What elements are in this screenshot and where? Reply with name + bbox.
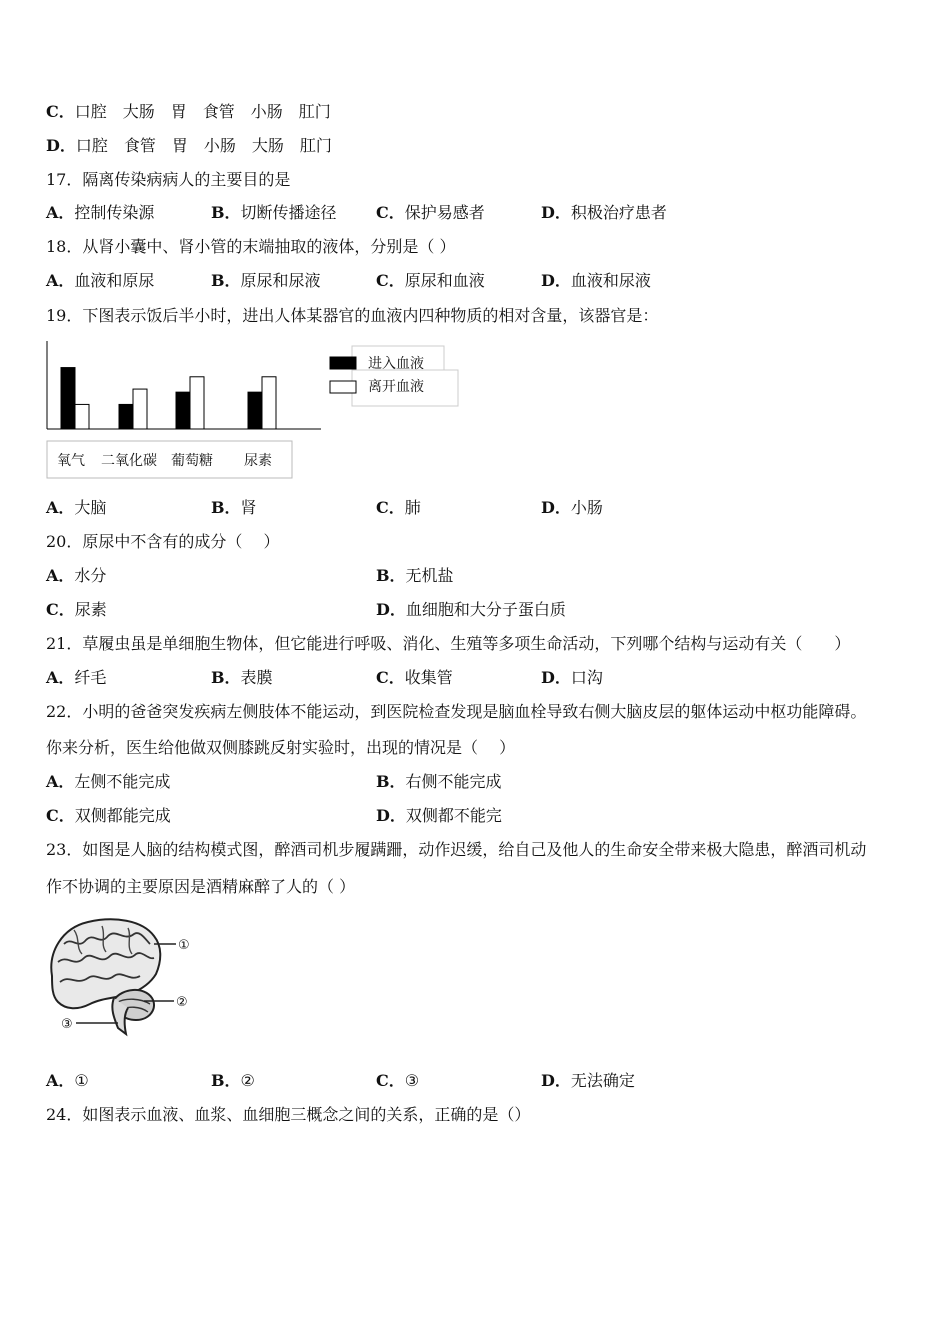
q19-bar-chart — [44, 338, 464, 483]
q17-option-a — [46, 202, 154, 224]
brain-diagram — [44, 914, 204, 1044]
category-label: 葡萄糖 — [171, 453, 213, 469]
q20-option-c — [46, 599, 107, 621]
option-text: 原尿和尿液 — [240, 271, 321, 290]
q23-option-d — [541, 1070, 635, 1092]
q21-option-d — [541, 667, 603, 689]
label-1: ① — [178, 938, 190, 953]
q23-stem-line2: 作不协调的主要原因是酒精麻醉了人的（ ） — [46, 877, 356, 896]
q20-option-d — [376, 599, 566, 621]
option-letter: A． — [46, 1071, 75, 1090]
option-text: 血液和尿液 — [570, 271, 651, 290]
q19-option-a — [46, 497, 106, 519]
bar-in-1 — [119, 404, 133, 429]
bar-out-1 — [133, 389, 147, 429]
option-letter: A． — [46, 498, 75, 517]
option-text: 收集管 — [404, 668, 453, 687]
option-text: ① — [74, 1071, 89, 1090]
bar-out-3 — [262, 377, 276, 429]
option-letter: D． — [541, 203, 571, 222]
option-letter: C． — [46, 600, 75, 619]
option-letter: B． — [211, 271, 241, 290]
option-letter: D． — [541, 498, 571, 517]
option-letter: B． — [211, 1071, 241, 1090]
option-text: 原尿和血液 — [404, 271, 485, 290]
q21-option-a — [46, 667, 106, 689]
q19-stem: 19．下图表示饭后半小时，进出人体某器官的血液内四种物质的相对含量，该器官是： — [46, 306, 659, 325]
option-text: 无机盐 — [405, 566, 454, 585]
legend-label-in: 进入血液 — [368, 356, 424, 372]
option-letter: B． — [211, 203, 241, 222]
option-text: 大脑 — [74, 498, 107, 517]
option-letter: B． — [376, 566, 406, 585]
label-3: ③ — [61, 1017, 73, 1032]
q17-option-d — [541, 202, 667, 224]
legend-label-out: 离开血液 — [368, 379, 424, 395]
q22-option-c — [46, 805, 171, 827]
q23-option-c — [376, 1070, 419, 1092]
q19-option-d — [541, 497, 603, 519]
bar-in-0 — [61, 368, 75, 429]
q22-option-a — [46, 771, 170, 793]
q18-option-c — [376, 270, 485, 292]
option-text: 左侧不能完成 — [74, 772, 171, 791]
option-text: 口腔 食管 胃 小肠 大肠 肛门 — [75, 136, 332, 155]
option-text: 血液和原尿 — [74, 271, 155, 290]
q21-option-b — [211, 667, 273, 689]
q22-stem-line1: 22．小明的爸爸突发疾病左侧肢体不能运动，到医院检查发现是脑血栓导致右侧大脑皮层的躯体运动中枢功能障碍。 — [46, 702, 867, 721]
q23-option-b — [211, 1070, 255, 1092]
option-text: 积极治疗患者 — [570, 203, 667, 222]
chart-svg — [44, 338, 464, 483]
option-letter: C． — [376, 668, 405, 687]
option-letter: D． — [541, 271, 571, 290]
q23-option-a — [46, 1070, 89, 1092]
option-text: 双侧都不能完 — [405, 806, 502, 825]
option-letter: A． — [46, 668, 75, 687]
category-label: 尿素 — [244, 453, 272, 469]
option-text: ② — [240, 1071, 255, 1090]
option-text: 口沟 — [570, 668, 603, 687]
option-letter: A． — [46, 566, 75, 585]
q24-stem: 24．如图表示血液、血浆、血细胞三概念之间的关系，正确的是（） — [46, 1105, 531, 1124]
option-text: 纤毛 — [74, 668, 107, 687]
option-text: 水分 — [74, 566, 107, 585]
q21-stem: 21．草履虫虽是单细胞生物体，但它能进行呼吸、消化、生殖等多项生命活动，下列哪个结构与运动有关（ ） — [46, 634, 851, 653]
q20-option-b — [376, 565, 454, 587]
q16-option-d — [46, 135, 332, 157]
option-letter: D． — [541, 1071, 571, 1090]
bars-group — [61, 368, 276, 429]
category-label: 二氧化碳 — [101, 453, 157, 469]
q19-option-c — [376, 497, 421, 519]
bar-in-3 — [248, 392, 262, 429]
q18-option-d — [541, 270, 651, 292]
option-letter: B． — [211, 498, 241, 517]
legend-swatch-out — [330, 381, 356, 393]
q22-stem-line2: 你来分析，医生给他做双侧膝跳反射实验时，出现的情况是（ ） — [46, 738, 516, 757]
option-letter: D． — [46, 136, 76, 155]
bar-in-2 — [176, 392, 190, 429]
option-text: 小肠 — [570, 498, 603, 517]
option-text: 肺 — [404, 498, 421, 517]
option-letter: D． — [376, 806, 406, 825]
option-text: 肾 — [240, 498, 257, 517]
option-letter: B． — [211, 668, 241, 687]
brain-svg — [44, 914, 204, 1044]
q18-option-a — [46, 270, 154, 292]
option-text: 右侧不能完成 — [405, 772, 502, 791]
bar-out-0 — [75, 404, 89, 429]
q22-option-b — [376, 771, 502, 793]
q20-stem: 20．原尿中不含有的成分（ ） — [46, 532, 280, 551]
option-letter: A． — [46, 271, 75, 290]
q18-option-b — [211, 270, 321, 292]
option-letter: A． — [46, 772, 75, 791]
option-text: 尿素 — [74, 600, 107, 619]
q19-option-b — [211, 497, 257, 519]
category-label: 氧气 — [57, 453, 85, 469]
option-letter: A． — [46, 203, 75, 222]
q21-option-c — [376, 667, 453, 689]
option-letter: C． — [46, 102, 75, 121]
option-letter: C． — [376, 271, 405, 290]
option-letter: C． — [376, 1071, 405, 1090]
q20-option-a — [46, 565, 106, 587]
option-text: 表膜 — [240, 668, 273, 687]
q17-option-b — [211, 202, 337, 224]
option-text: 控制传染源 — [74, 203, 155, 222]
q22-option-d — [376, 805, 502, 827]
option-letter: B． — [376, 772, 406, 791]
q17-stem: 17．隔离传染病病人的主要目的是 — [46, 170, 291, 189]
bar-out-2 — [190, 377, 204, 429]
q17-option-c — [376, 202, 485, 224]
q16-option-c — [46, 101, 331, 123]
q23-stem-line1: 23．如图是人脑的结构模式图，醉酒司机步履蹒跚，动作迟缓，给自己及他人的生命安全带来极大隐患，醉酒司机动 — [46, 840, 867, 859]
option-text: 血细胞和大分子蛋白质 — [405, 600, 566, 619]
option-letter: D． — [376, 600, 406, 619]
option-text: 无法确定 — [570, 1071, 635, 1090]
option-text: 双侧都能完成 — [74, 806, 171, 825]
option-letter: C． — [46, 806, 75, 825]
option-letter: C． — [376, 498, 405, 517]
option-text: 口腔 大肠 胃 食管 小肠 肛门 — [74, 102, 331, 121]
option-text: 切断传播途径 — [240, 203, 337, 222]
option-text: 保护易感者 — [404, 203, 485, 222]
option-letter: D． — [541, 668, 571, 687]
option-letter: C． — [376, 203, 405, 222]
label-2: ② — [176, 995, 188, 1010]
q18-stem: 18．从肾小囊中、肾小管的末端抽取的液体，分别是（ ） — [46, 237, 456, 256]
option-text: ③ — [404, 1071, 420, 1090]
legend-swatch-in — [330, 357, 356, 369]
